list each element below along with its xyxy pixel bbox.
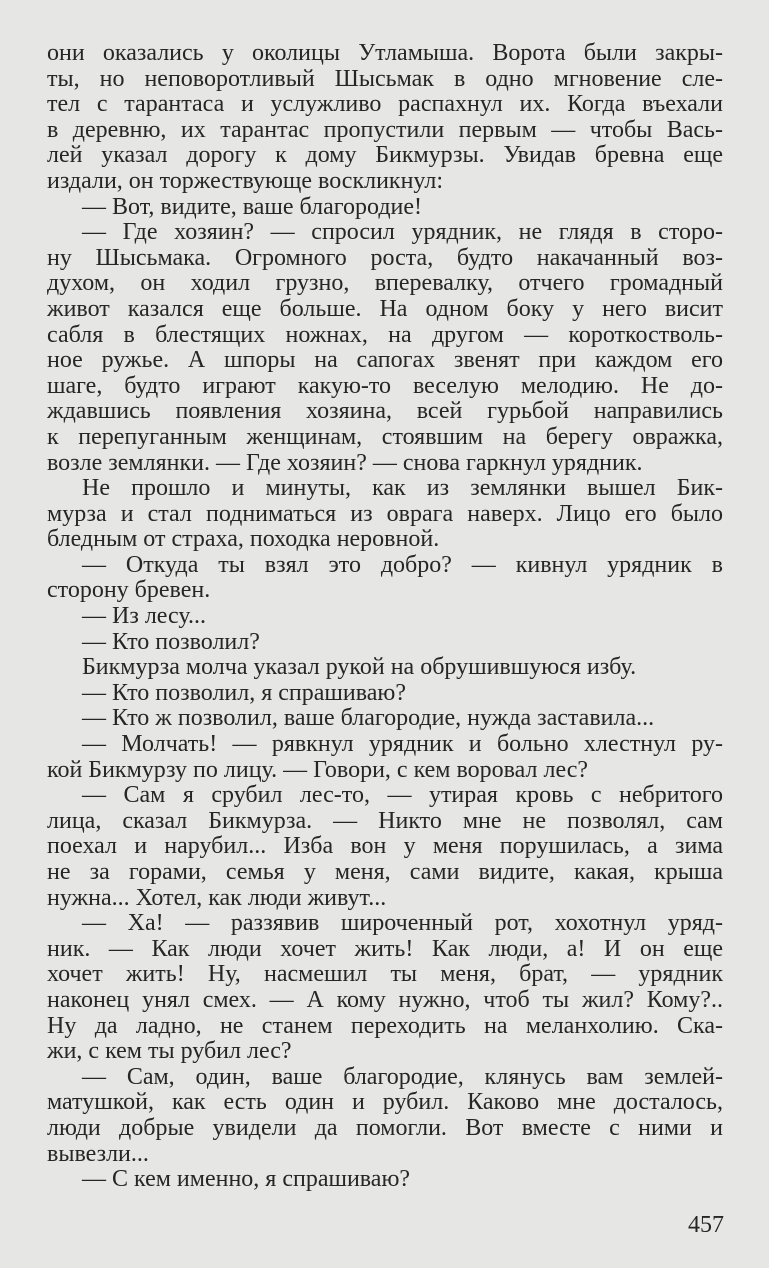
text-line: в деревню, их тарантас пропустили первым — чтобы Вась- bbox=[47, 116, 723, 143]
text-line: возле землянки. — Где хозяин? — снова гаркнул урядник. bbox=[47, 449, 643, 476]
text-line: к перепуганным женщинам, стоявшим на берегу овражка, bbox=[47, 423, 723, 450]
text-line: — Кто ж позволил, ваше благородие, нужда заставила... bbox=[82, 705, 655, 732]
text-line: — Из лесу... bbox=[82, 603, 206, 630]
text-line: сабля в блестящих ножнах, на другом — короткостволь- bbox=[47, 321, 723, 348]
text-line: хочет жить! Ну, насмешил ты меня, брат, — урядник bbox=[47, 961, 723, 988]
text-line: люди добрые увидели да помогли. Вот вместе с ними и bbox=[47, 1114, 723, 1141]
text-line: ник. — Как люди хочет жить! Как люди, а! И он еще bbox=[47, 935, 723, 962]
text-line: Бикмурза молча указал рукой на обрушившуюся избу. bbox=[82, 654, 637, 681]
text-line: издали, он торжествующе воскликнул: bbox=[47, 167, 444, 194]
text-line: ну Шысьмака. Огромного роста, будто накачанный воз- bbox=[47, 244, 723, 271]
text-line: не за горами, семья у меня, сами видите, какая, крыша bbox=[47, 859, 723, 885]
text-line: ное ружье. А шпоры на сапогах звенят при каждом его bbox=[47, 347, 723, 374]
text-line: тел с тарантаса и услужливо распахнул их. Когда въехали bbox=[47, 91, 723, 118]
text-line: жи, с кем ты рубил лес? bbox=[47, 1038, 292, 1065]
text-line: — Откуда ты взял это добро? — кивнул урядник в bbox=[82, 551, 723, 578]
text-line: бледным от страха, походка неровной. bbox=[47, 526, 440, 553]
text-line: поехал и нарубил... Изба вон у меня порушилась, а зима bbox=[47, 833, 723, 860]
text-line: ждавшись появления хозяина, всей гурьбой направились bbox=[47, 398, 723, 425]
text-line: — Кто позволил? bbox=[82, 628, 260, 655]
text-line: — Вот, видите, ваше благородие! bbox=[82, 193, 423, 220]
text-line: — С кем именно, я спрашиваю? bbox=[82, 1166, 411, 1193]
text-line: матушкой, как есть один и рубил. Каково мне досталось, bbox=[47, 1089, 723, 1116]
text-line: Не прошло и минуты, как из землянки вышел Бик- bbox=[82, 475, 723, 502]
text-line: наконец унял смех. — А кому нужно, чтоб ты жил? Кому?.. bbox=[47, 986, 723, 1013]
text-line: — Сам я срубил лес-то, — утирая кровь с небритого bbox=[82, 782, 723, 809]
book-page-text bbox=[47, 41, 723, 1193]
text-line: вывезли... bbox=[47, 1140, 149, 1167]
text-line: — Кто позволил, я спрашиваю? bbox=[82, 679, 406, 706]
text-line: Ну да ладно, не станем переходить на меланхолию. Ска- bbox=[47, 1012, 723, 1039]
text-line: шаге, будто играют какую-то веселую мелодию. Не до- bbox=[47, 372, 723, 399]
text-line: — Молчать! — рявкнул урядник и больно хлестнул ру- bbox=[82, 731, 723, 758]
text-line: кой Бикмурзу по лицу. — Говори, с кем воровал лес? bbox=[47, 756, 589, 783]
text-line: они оказались у околицы Утламыша. Ворота были закры- bbox=[47, 40, 723, 66]
text-line: — Сам, один, ваше благородие, клянусь вам землей- bbox=[82, 1063, 723, 1090]
text-line: лей указал дорогу к дому Бикмурзы. Увидав бревна еще bbox=[47, 142, 723, 169]
text-line: — Ха! — раззявив широченный рот, хохотнул уряд- bbox=[82, 910, 723, 937]
text-line: живот казался еще больше. На одном боку у него висит bbox=[47, 295, 723, 322]
text-line: — Где хозяин? — спросил урядник, не глядя в сторо- bbox=[82, 219, 723, 246]
text-line: духом, он ходил грузно, вперевалку, отчего громадный bbox=[47, 270, 723, 297]
text-line: ты, но неповоротливый Шысьмак в одно мгновение сле- bbox=[47, 65, 723, 92]
text-line: лица, сказал Бикмурза. — Никто мне не позволял, сам bbox=[47, 807, 723, 834]
text-line: мурза и стал подниматься из оврага наверх. Лицо его было bbox=[47, 500, 723, 527]
text-line: нужна... Хотел, как люди живут... bbox=[47, 884, 387, 911]
text-line: сторону бревен. bbox=[47, 577, 211, 604]
page-number: 457 bbox=[688, 1212, 724, 1238]
